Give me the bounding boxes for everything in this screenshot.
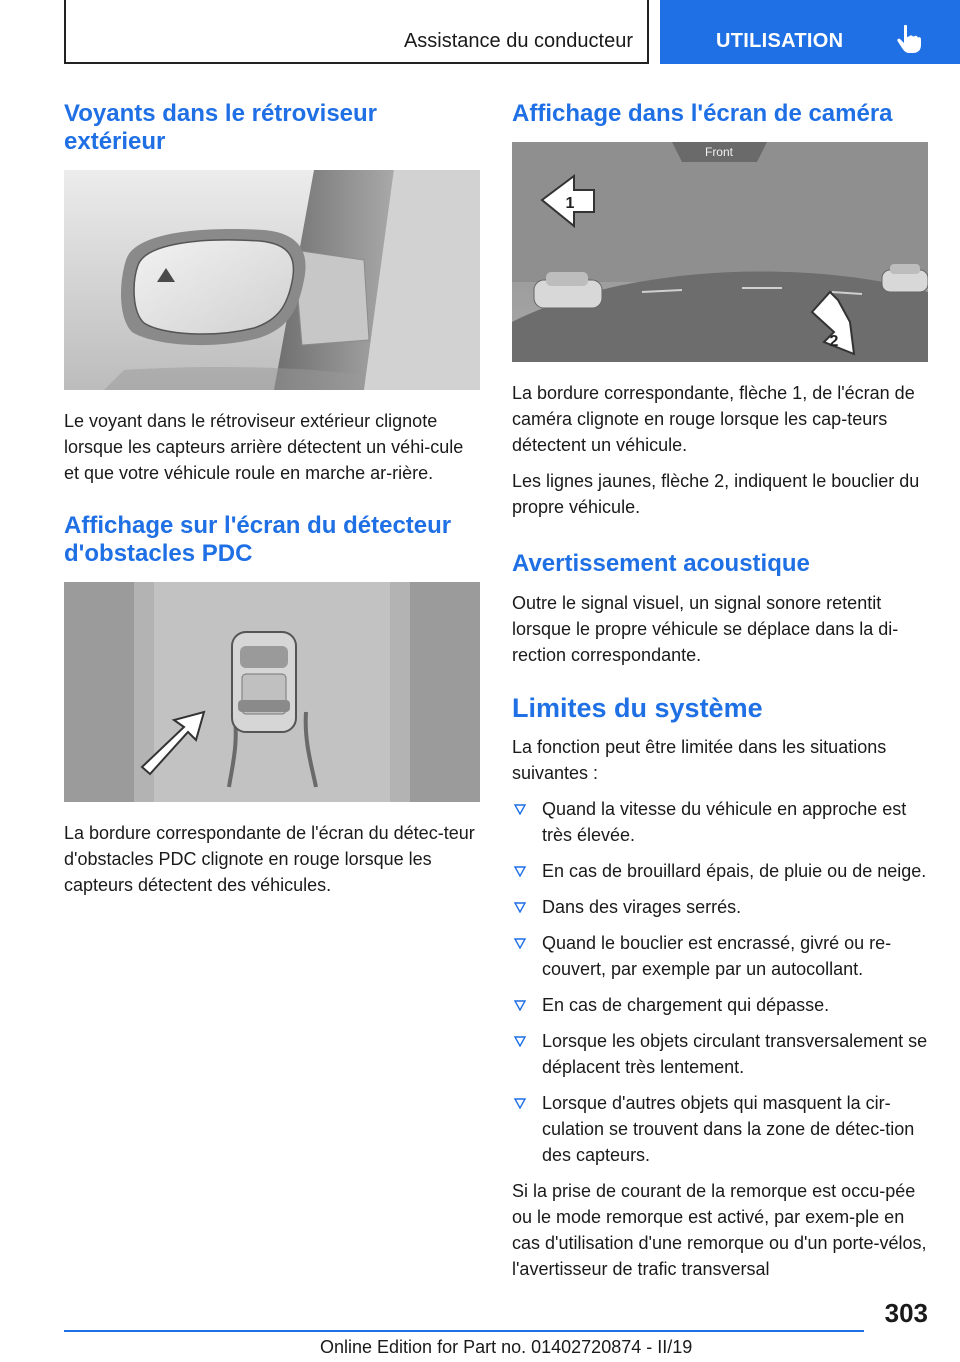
page-number: 303 [884, 1298, 928, 1328]
camera-text-2: Les lignes jaunes, flèche 2, indiquent le bouclier du propre véhicule. [512, 471, 920, 517]
list-item: Quand le bouclier est encrassé, givré ou re-couvert, par exemple par un autocollant. [512, 930, 928, 982]
right-column [512, 100, 928, 1292]
triangle-bullet-icon [514, 1000, 526, 1011]
pdc-text: La bordure correspondante de l'écran du détec-teur d'obstacles PDC clignote en rouge lorsque les capteurs détectent des véhicules. [64, 823, 475, 895]
triangle-bullet-icon [514, 1098, 526, 1109]
triangle-bullet-icon [514, 1036, 526, 1047]
left-column [64, 100, 480, 908]
list-item: Quand la vitesse du véhicule en approche est très élevée. [512, 796, 928, 848]
footer-rule [64, 1330, 864, 1332]
chapter-label: UTILISATION [716, 30, 844, 52]
list-item: En cas de brouillard épais, de pluie ou de neige. [512, 858, 928, 884]
pdc-heading: Affichage sur l'écran du détecteur d'obstacles PDC [64, 512, 452, 567]
limits-outro: Si la prise de courant de la remorque est occu-pée ou le mode remorque est activé, par exem-ple en cas d'utilisation d'une remorque ou d'un porte-vélos, l'avertisseur de trafic transversal [512, 1181, 927, 1279]
section-title: Assistance du conducteur [403, 30, 633, 52]
list-item: Lorsque d'autres objets qui masquent la cir-culation se trouvent dans la zone de détec-tion des capteurs. [512, 1090, 928, 1168]
triangle-bullet-icon [514, 938, 526, 949]
front-label: Front [704, 145, 734, 159]
acoustic-heading: Avertissement acoustique [512, 550, 810, 577]
chapter-tab [660, 0, 960, 64]
mirror-illustration [64, 170, 480, 390]
callout-2: 2 [829, 333, 839, 350]
list-item: En cas de chargement qui dépasse. [512, 992, 928, 1018]
camera-heading: Affichage dans l'écran de caméra [512, 100, 893, 127]
callout-1: 1 [565, 195, 575, 212]
triangle-bullet-icon [514, 866, 526, 877]
limits-heading: Limites du système [512, 693, 763, 723]
mirror-heading: Voyants dans le rétroviseur extérieur [64, 100, 378, 155]
hand-pointer-icon [896, 24, 922, 54]
footer-edition: Online Edition for Part no. 01402720874 - II/19 [320, 1337, 693, 1357]
pdc-screen-illustration [64, 582, 480, 802]
triangle-bullet-icon [514, 902, 526, 913]
header-section-box [64, 0, 649, 64]
mirror-text: Le voyant dans le rétroviseur extérieur clignote lorsque les capteurs arrière détectent un véhi-cule et que votre véhicule roule en marche ar-rière. [64, 411, 464, 483]
limits-list [512, 796, 928, 1168]
acoustic-text: Outre le signal visuel, un signal sonore retentit lorsque le propre véhicule se déplace dans la di-rection correspondante. [512, 593, 899, 665]
limits-intro: La fonction peut être limitée dans les situations suivantes : [512, 737, 887, 783]
list-item: Dans des virages serrés. [512, 894, 928, 920]
camera-screen-illustration [512, 142, 928, 362]
triangle-bullet-icon [514, 804, 526, 815]
camera-text-1: La bordure correspondante, flèche 1, de l'écran de caméra clignote en rouge lorsque les cap-teurs détectent un véhicule. [512, 383, 915, 455]
list-item: Lorsque les objets circulant transversalement se déplacent très lentement. [512, 1028, 928, 1080]
